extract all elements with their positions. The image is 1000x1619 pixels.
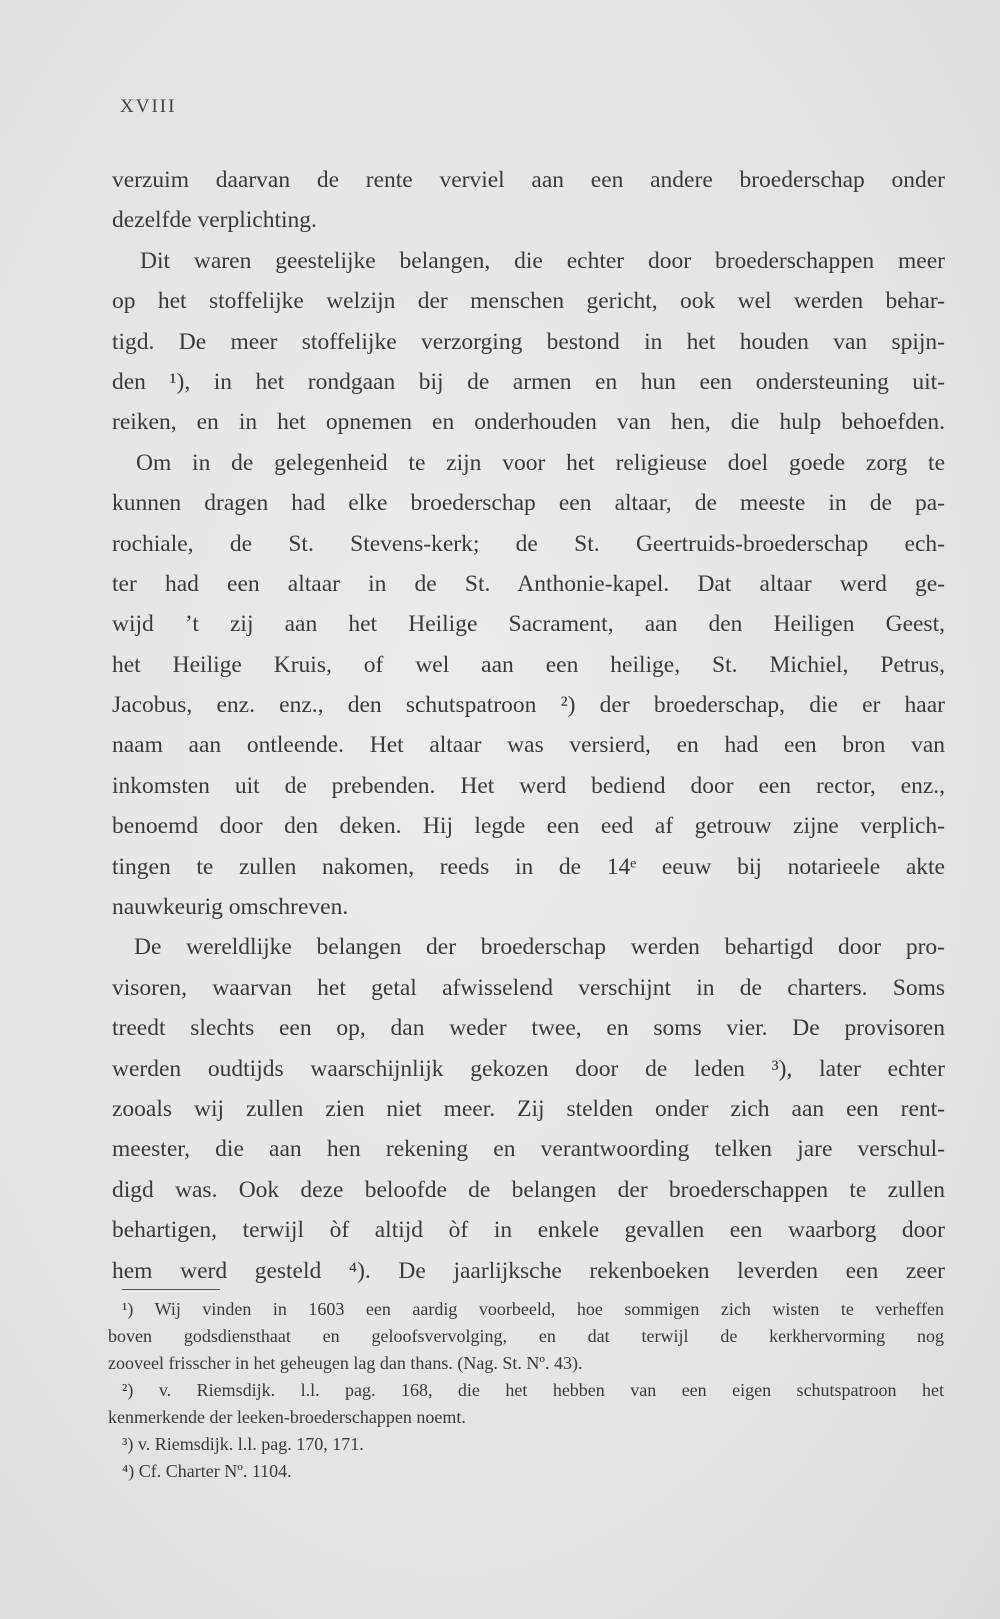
text-line: hem werd gesteld ⁴). De jaarlijksche rekenboeken leverden een zeer [112,1257,945,1284]
text-line: inkomsten uit de prebenden. Het werd bediend door een rector, enz., [112,772,945,799]
text-line: Om in de gelegenheid te zijn voor het religieuse doel goede zorg te [136,449,945,476]
text-line: dezelfde verplichting. [112,207,317,234]
text-line: het Heilige Kruis, of wel aan een heilige, St. Michiel, Petrus, [112,651,945,678]
footnote-line: ¹) Wij vinden in 1603 een aardig voorbeeld, hoe sommigen zich wisten te verheffen [122,1299,944,1319]
footnote-line: kenmerkende der leeken-broederschappen noemt. [108,1407,466,1427]
footnote-line: ³) v. Riemsdijk. l.l. pag. 170, 171. [122,1434,364,1454]
footnote-separator [122,1289,220,1290]
text-line: tigd. De meer stoffelijke verzorging bestond in het houden van spijn- [112,328,945,355]
text-line: kunnen dragen had elke broederschap een altaar, de meeste in de pa- [112,490,945,517]
text-line: behartigen, terwijl òf altijd òf in enkele gevallen een waarborg door [112,1217,945,1244]
text-line: den ¹), in het rondgaan bij de armen en hun een ondersteuning uit- [112,368,945,395]
footnotes [108,1296,944,1485]
text-line: reiken, en in het opnemen en onderhouden van hen, die hulp behoefden. [112,409,945,436]
text-line: treedt slechts een op, dan weder twee, en soms vier. De provisoren [112,1015,945,1042]
text-line: Jacobus, enz. enz., den schutspatroon ²) der broederschap, die er haar [112,692,945,719]
text-line: benoemd door den deken. Hij legde een eed af getrouw zijne verplich- [112,813,945,840]
text-line: visoren, waarvan het getal afwisselend verschijnt in de charters. Soms [112,974,945,1001]
footnote-line: zooveel frisscher in het geheugen lag dan thans. (Nag. St. Nº. 43). [108,1353,583,1373]
text-line: ter had een altaar in de St. Anthonie-kapel. Dat altaar werd ge- [112,570,945,597]
text-line: meester, die aan hen rekening en verantwoording telken jare verschul- [112,1136,945,1163]
text-line: verzuim daarvan de rente verviel aan een andere broederschap onder [112,167,945,193]
footnote-line: ⁴) Cf. Charter Nº. 1104. [122,1461,292,1481]
text-line: nauwkeurig omschreven. [112,894,349,921]
text-line: op het stoffelijke welzijn der menschen gericht, ook wel werden behar- [112,288,945,315]
text-line: wijd ’t zij aan het Heilige Sacrament, aan den Heiligen Geest, [112,611,945,638]
text-line: naam aan ontleende. Het altaar was versierd, en had een bron van [112,732,945,759]
text-line: tingen te zullen nakomen, reeds in de 14ᵉ eeuw bij notarieele akte [112,853,945,880]
page-number: XVIII [120,96,177,117]
body-text [112,160,945,1291]
text-line: zooals wij zullen zien niet meer. Zij stelden onder zich aan een rent- [112,1095,945,1122]
text-line: werden oudtijds waarschijnlijk gekozen door de leden ³), later echter [112,1055,945,1082]
text-line: Dit waren geestelijke belangen, die echter door broederschappen meer [140,247,945,274]
text-line: digd was. Ook deze beloofde de belangen der broederschappen te zullen [112,1176,945,1203]
footnote-line: boven godsdiensthaat en geloofsvervolging, en dat terwijl de kerkhervorming nog [108,1326,944,1346]
text-line: rochiale, de St. Stevens-kerk; de St. Geertruids-broederschap ech- [112,530,945,557]
footnote-line: ²) v. Riemsdijk. l.l. pag. 168, die het hebben van een eigen schutspatroon het [122,1380,944,1400]
text-line: De wereldlijke belangen der broederschap werden behartigd door pro- [134,934,945,961]
